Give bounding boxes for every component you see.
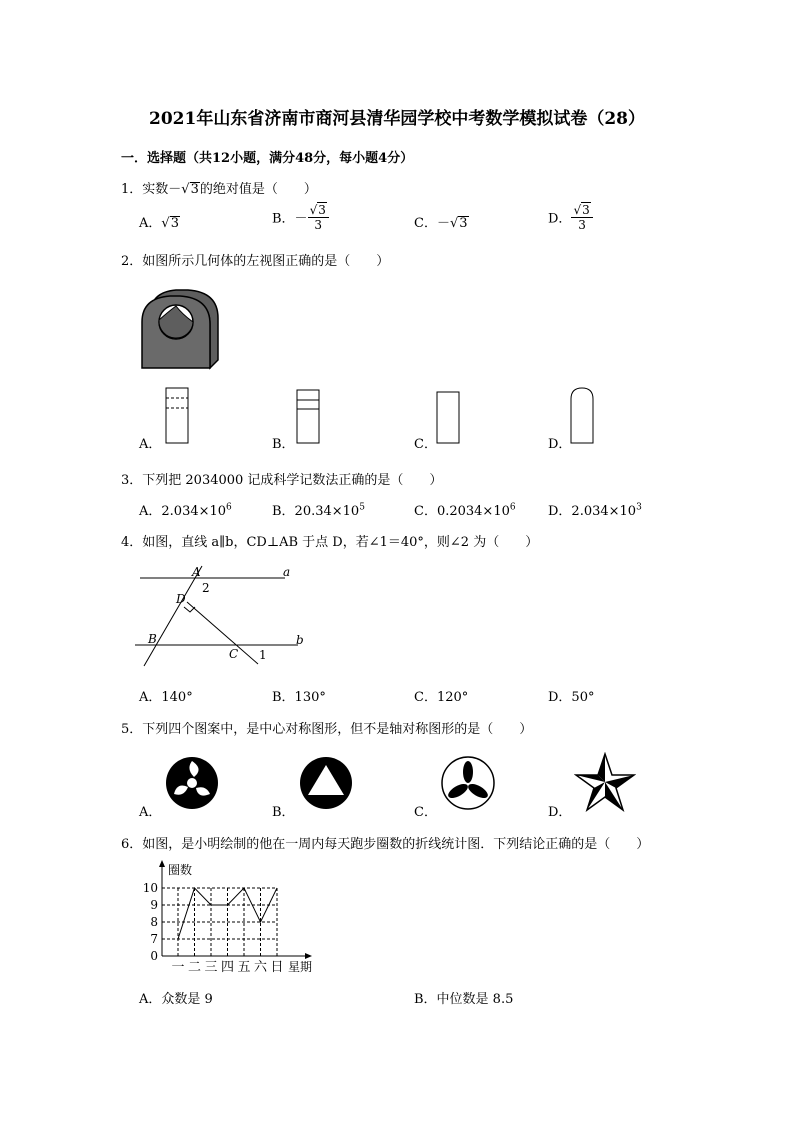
question-2-stem: 2．如图所示几何体的左视图正确的是（ ） [121, 254, 390, 269]
q1-d-fraction [571, 202, 592, 232]
q1-c-label: C．－ [414, 216, 450, 231]
q3-d-exponent: 3 [636, 502, 642, 513]
q2-option-c-label[interactable]: C． [414, 437, 437, 452]
q6-y-tick-label: 9 [150, 898, 158, 912]
question-3-stem: 3．下列把 2034000 记成科学记数法正确的是（ ） [121, 473, 443, 488]
q4-option-a[interactable]: A．140° [139, 690, 193, 705]
q1-option-b[interactable] [272, 202, 329, 232]
q6-y-tick-label: 8 [150, 915, 158, 929]
q5-option-d-label[interactable]: D． [548, 805, 572, 820]
q4-option-c[interactable]: C．120° [414, 690, 469, 705]
q6-category-label: 五 [237, 960, 251, 975]
q4-label-C: C [229, 647, 239, 661]
q1-b-label: B．－ [272, 211, 308, 227]
q6-y-tick-label: 10 [142, 881, 158, 895]
q1-option-a[interactable] [139, 212, 180, 231]
q6-category-label: 日 [270, 960, 284, 975]
q2-option-a-label[interactable]: A． [139, 437, 162, 452]
section-heading: 一．选择题（共12小题，满分48分，每小题4分） [121, 151, 414, 166]
q4-label-1: 1 [259, 648, 267, 662]
q6-chart-ticks [143, 881, 158, 963]
q6-line-chart [136, 858, 336, 978]
q2-option-b-figure[interactable] [296, 389, 322, 445]
q5-option-a-label[interactable]: A． [139, 805, 162, 820]
q3-c-exponent: 6 [509, 502, 516, 513]
q5-option-a-figure[interactable] [164, 755, 220, 811]
q1-c-sqrt: √ [449, 216, 459, 231]
q6-category-label: 一 [171, 960, 185, 975]
q3-option-a[interactable] [139, 500, 232, 519]
q1-b-denominator: 3 [314, 218, 323, 232]
exam-title: 2021年山东省济南市商河县清华园学校中考数学模拟试卷（28） [149, 109, 645, 129]
q1-b-sqrt: √ [309, 203, 318, 217]
q5-option-c-label[interactable]: C． [414, 805, 437, 820]
q1-d-denominator: 3 [578, 218, 586, 232]
q3-b-exponent: 5 [359, 502, 365, 513]
q1-c-radicand: 3 [459, 216, 468, 231]
q2-option-d-label[interactable]: D． [548, 437, 572, 452]
q1-option-c[interactable] [414, 212, 469, 231]
q3-a-exponent: 6 [226, 502, 232, 513]
q1-stem-a: 1．实数－ [121, 182, 182, 197]
q5-option-c-figure[interactable] [440, 755, 496, 811]
question-6-stem: 6．如图，是小明绘制的他在一周内每天跑步圈数的折线统计图．下列结论正确的是（ ） [121, 837, 650, 852]
q6-chart-grid [162, 888, 277, 956]
q4-option-b[interactable]: B．130° [272, 690, 326, 705]
q6-x-axis-arrow [305, 953, 312, 959]
q1-b-numerator: 3 [318, 203, 326, 217]
q5-option-b-label[interactable]: B． [272, 805, 295, 820]
question-5-stem: 5．下列四个图案中，是中心对称图形，但不是轴对称图形的是（ ） [121, 722, 533, 737]
question-1-stem [121, 178, 317, 197]
q5-option-d-figure[interactable] [574, 752, 636, 812]
q3-a-text: A．2.034×10 [139, 504, 227, 519]
q1-option-d[interactable] [548, 202, 593, 232]
q6-option-b[interactable]: B．中位数是 8.5 [414, 992, 514, 1007]
q4-label-D: D [176, 592, 186, 606]
q1-d-numerator: 3 [582, 203, 590, 217]
q5-option-b-figure[interactable] [298, 755, 354, 811]
q2-option-c-figure[interactable] [436, 391, 462, 445]
q1-d-sqrt: √ [573, 203, 582, 217]
q6-category-label: 六 [253, 960, 268, 975]
q6-y-tick-label: 0 [150, 949, 158, 963]
q2-option-a-figure[interactable] [165, 387, 191, 445]
q6-y-axis-label: 圈数 [168, 863, 193, 877]
q1-radicand: 3 [190, 182, 199, 197]
q1-stem-b: 的绝对值是（ ） [199, 182, 317, 197]
q4-label-A: A [192, 565, 201, 579]
q1-a-sqrt: √ [161, 216, 170, 231]
q3-c-text: C．0.2034×10 [414, 504, 510, 519]
q4-label-B: B [148, 632, 157, 646]
q6-x-axis-label: 星期 [288, 960, 313, 974]
q6-option-a[interactable]: A．众数是 9 [139, 992, 213, 1007]
q3-option-d[interactable] [548, 500, 642, 519]
q6-chart-categories [171, 960, 283, 975]
q2-option-d-figure[interactable] [570, 387, 596, 445]
q6-category-label: 二 [187, 960, 202, 975]
q4-label-2: 2 [202, 581, 210, 595]
q1-b-fraction [308, 202, 329, 232]
q1-a-label: A． [139, 216, 162, 231]
q6-category-label: 四 [220, 960, 235, 975]
q6-category-label: 三 [204, 960, 218, 975]
q6-y-tick-label: 7 [150, 932, 158, 946]
q4-geometry-figure [130, 560, 310, 670]
q1-sqrt-sign: √ [181, 182, 190, 197]
question-4-stem: 4．如图，直线 a∥b，CD⊥AB 于点 D，若∠1＝40°，则∠2 为（ ） [121, 535, 539, 550]
q2-option-b-label[interactable]: B． [272, 437, 295, 452]
q3-option-c[interactable] [414, 500, 516, 519]
q4-label-a: a [283, 565, 291, 579]
q1-d-label: D． [548, 211, 572, 227]
q6-y-axis-arrow [159, 860, 165, 867]
q3-option-b[interactable] [272, 500, 365, 519]
q1-a-radicand: 3 [170, 216, 179, 231]
q4-label-b: b [296, 633, 304, 647]
q4-option-d[interactable]: D．50° [548, 690, 595, 705]
q2-solid-figure [138, 282, 222, 374]
q3-d-text: D．2.034×10 [548, 504, 637, 519]
q3-b-text: B．20.34×10 [272, 504, 360, 519]
